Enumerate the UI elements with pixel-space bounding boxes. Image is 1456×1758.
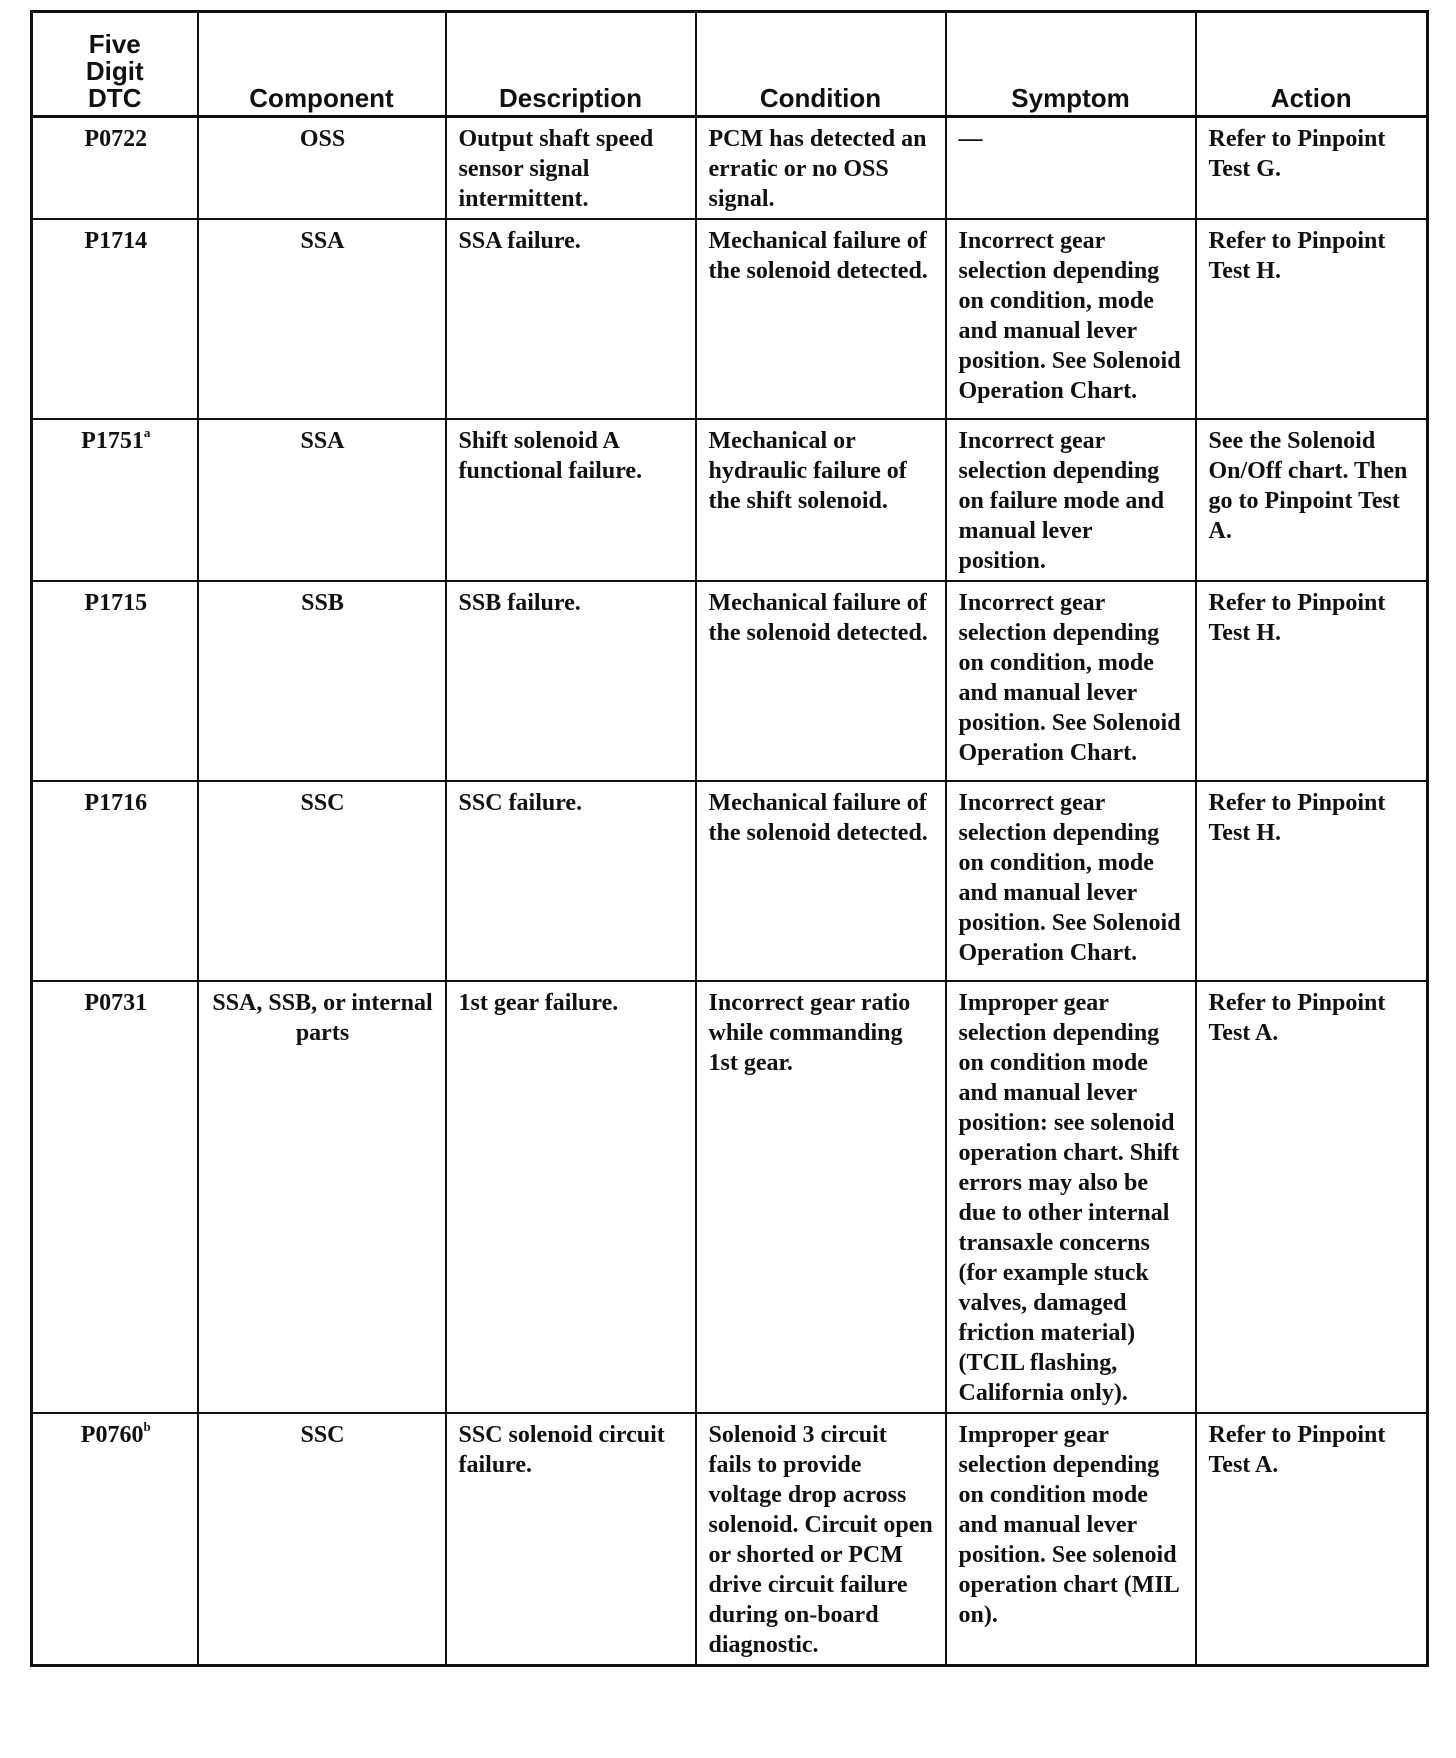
description-cell: SSC failure.	[446, 781, 696, 981]
dtc-code-cell	[32, 419, 198, 581]
condition-cell: PCM has detected an erratic or no OSS signal.	[696, 117, 946, 220]
table-row	[32, 581, 1428, 781]
dtc-code-cell	[32, 581, 198, 781]
table-row	[32, 1413, 1428, 1666]
dtc-code-cell	[32, 1413, 198, 1666]
table-row	[32, 781, 1428, 981]
description-cell: 1st gear failure.	[446, 981, 696, 1413]
component-cell: SSA	[198, 219, 446, 419]
condition-cell: Incorrect gear ratio while commanding 1st gear.	[696, 981, 946, 1413]
symptom-cell: Incorrect gear selection depending on condition, mode and manual lever position. See Solenoid Operation Chart.	[946, 581, 1196, 781]
table-row	[32, 981, 1428, 1413]
description-cell: SSB failure.	[446, 581, 696, 781]
action-cell: Refer to Pinpoint Test G.	[1196, 117, 1428, 220]
footnote-marker: a	[143, 425, 151, 440]
dtc-code: P0760	[80, 1422, 144, 1448]
action-cell: Refer to Pinpoint Test H.	[1196, 581, 1428, 781]
header-action: Action	[1196, 12, 1428, 117]
header-description: Description	[446, 12, 696, 117]
dtc-code-cell	[32, 781, 198, 981]
description-cell: SSC solenoid circuit failure.	[446, 1413, 696, 1666]
dtc-table	[30, 10, 1429, 1667]
symptom-cell: —	[946, 117, 1196, 220]
component-cell: SSB	[198, 581, 446, 781]
header-dtc: Five Digit DTC	[32, 12, 198, 117]
dtc-code: P1716	[84, 790, 148, 816]
component-cell: SSA	[198, 419, 446, 581]
dtc-code: P1714	[84, 228, 148, 254]
dtc-code: P0722	[84, 126, 148, 152]
action-cell: Refer to Pinpoint Test H.	[1196, 781, 1428, 981]
header-symptom: Symptom	[946, 12, 1196, 117]
symptom-cell: Incorrect gear selection depending on condition, mode and manual lever position. See Solenoid Operation Chart.	[946, 781, 1196, 981]
component-cell: OSS	[198, 117, 446, 220]
table-row	[32, 117, 1428, 220]
condition-cell: Mechanical failure of the solenoid detected.	[696, 581, 946, 781]
dtc-code: P0731	[84, 990, 148, 1016]
description-cell: Output shaft speed sensor signal intermittent.	[446, 117, 696, 220]
dtc-code-cell	[32, 117, 198, 220]
condition-cell: Mechanical failure of the solenoid detected.	[696, 781, 946, 981]
component-cell: SSA, SSB, or internal parts	[198, 981, 446, 1413]
condition-cell: Mechanical or hydraulic failure of the shift solenoid.	[696, 419, 946, 581]
dtc-code-cell	[32, 981, 198, 1413]
symptom-cell: Incorrect gear selection depending on failure mode and manual lever position.	[946, 419, 1196, 581]
dtc-code: P1715	[84, 590, 148, 616]
dtc-code-cell	[32, 219, 198, 419]
footnote-marker: b	[143, 1419, 151, 1434]
table-row	[32, 419, 1428, 581]
condition-cell: Mechanical failure of the solenoid detected.	[696, 219, 946, 419]
dtc-code: P1751	[81, 428, 144, 454]
description-cell: Shift solenoid A functional failure.	[446, 419, 696, 581]
header-row	[32, 12, 1428, 117]
action-cell: Refer to Pinpoint Test A.	[1196, 981, 1428, 1413]
table-row	[32, 219, 1428, 419]
description-cell: SSA failure.	[446, 219, 696, 419]
action-cell: Refer to Pinpoint Test A.	[1196, 1413, 1428, 1666]
symptom-cell: Incorrect gear selection depending on condition, mode and manual lever position. See Solenoid Operation Chart.	[946, 219, 1196, 419]
header-condition: Condition	[696, 12, 946, 117]
condition-cell: Solenoid 3 circuit fails to provide voltage drop across solenoid. Circuit open or shorted or PCM drive circuit failure during on-board diagnostic.	[696, 1413, 946, 1666]
action-cell: Refer to Pinpoint Test H.	[1196, 219, 1428, 419]
header-component: Component	[198, 12, 446, 117]
component-cell: SSC	[198, 781, 446, 981]
symptom-cell: Improper gear selection depending on condition mode and manual lever position: see solenoid operation chart. Shift errors may also be due to other internal transaxle concerns (for example stuck valves, damaged friction material) (TCIL flashing, California only).	[946, 981, 1196, 1413]
symptom-cell: Improper gear selection depending on condition mode and manual lever position. See solenoid operation chart (MIL on).	[946, 1413, 1196, 1666]
action-cell: See the Solenoid On/Off chart. Then go to Pinpoint Test A.	[1196, 419, 1428, 581]
component-cell: SSC	[198, 1413, 446, 1666]
